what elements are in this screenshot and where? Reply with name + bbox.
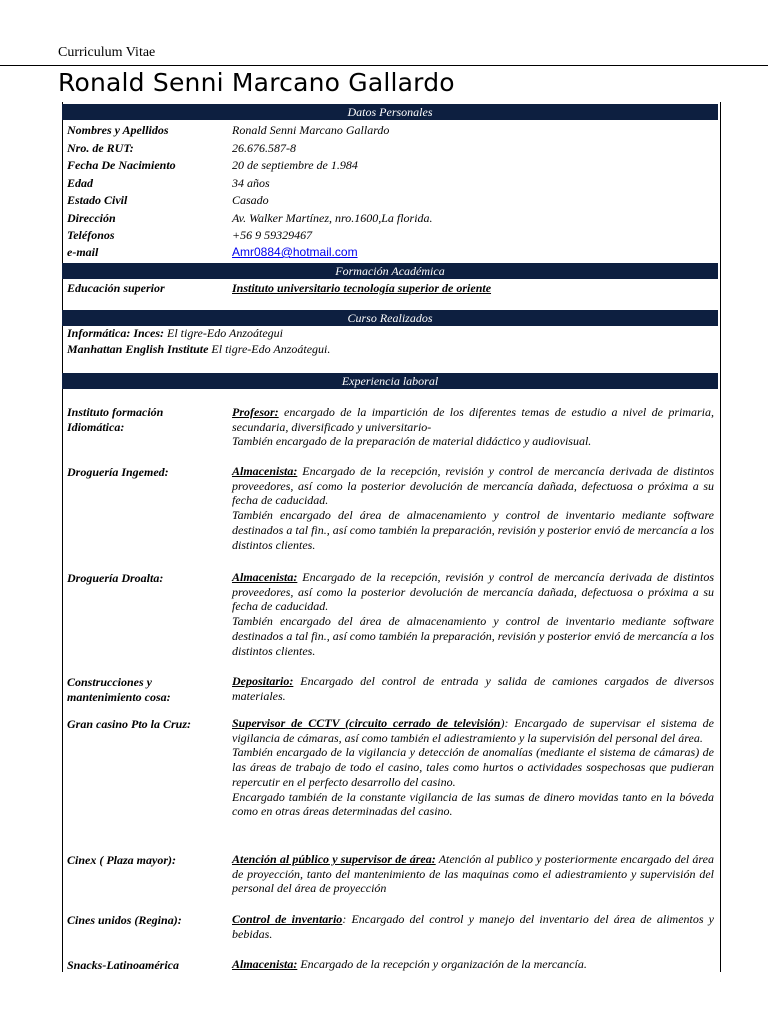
course-location: El tigre-Edo Anzoátegui. bbox=[208, 342, 331, 356]
company-line: Snacks-Latinoamérica bbox=[67, 958, 180, 972]
job-company bbox=[67, 405, 227, 435]
course-location: El tigre-Edo Anzoátegui bbox=[164, 326, 283, 340]
label-name: Nombres y Apellidos bbox=[67, 123, 169, 137]
job-company bbox=[67, 913, 227, 928]
job-role: Supervisor de CCTV (circuito cerrado de televisión bbox=[232, 716, 501, 730]
job-role: Almacenista: bbox=[232, 464, 298, 478]
cv-name-title: Ronald Senni Marcano Gallardo bbox=[58, 68, 455, 97]
job-role: Atención al público y supervisor de área: bbox=[232, 852, 436, 866]
job-text: Encargado de la recepción, revisión y control de mercancía derivada de distintos proveedores, así como la posterior devolución de mercancía dañada, defectuosa o próxima a su fecha de caducidad. bbox=[232, 464, 714, 508]
job-text: Encargado también de la constante vigilancia de las sumas de dinero movidas tanto en la bóveda como en otras áreas determinadas del casino. bbox=[232, 789, 714, 819]
value-civil-status: Casado bbox=[232, 193, 269, 207]
section-bar-personal: Datos Personales bbox=[62, 104, 718, 120]
job-description bbox=[232, 852, 714, 896]
document-label: Curriculum Vitae bbox=[58, 45, 156, 60]
label-rut: Nro. de RUT: bbox=[67, 141, 134, 155]
label-address: Dirección bbox=[67, 211, 116, 225]
course-name: Manhattan English Institute bbox=[67, 342, 209, 356]
value-institution: Instituto universitario tecnología superior de oriente bbox=[232, 281, 492, 295]
job-company bbox=[67, 675, 227, 705]
course-name: Informática: Inces: bbox=[67, 326, 164, 340]
job-description bbox=[232, 464, 714, 552]
job-text: También encargado del área de almacenamiento y control de inventario mediante software destinados a tal fin., así como también la preparación, revisión y posterior envió de mercancía a los distintos clientes. bbox=[232, 508, 714, 552]
job-description bbox=[232, 716, 714, 819]
course-item bbox=[67, 325, 283, 342]
course-item bbox=[67, 341, 330, 358]
company-line: Droguería Ingemed: bbox=[67, 465, 169, 479]
section-bar-courses: Curso Realizados bbox=[62, 310, 718, 326]
company-line: Instituto formación bbox=[67, 405, 164, 419]
value-birthdate: 20 de septiembre de 1.984 bbox=[232, 158, 358, 172]
job-company bbox=[67, 571, 227, 586]
company-line: Construcciones y bbox=[67, 675, 153, 689]
label-birthdate: Fecha De Nacimiento bbox=[67, 158, 176, 172]
label-phone: Teléfonos bbox=[67, 228, 115, 242]
job-text: encargado de la impartición de los diferentes temas de estudio a nivel de primaria, secundaria, diversificado y universitario- bbox=[232, 405, 714, 434]
job-description bbox=[232, 912, 714, 941]
job-text: Encargado de la recepción, revisión y control de mercancía derivada de distintos proveedores, así como la posterior devolución de mercancía dañada, defectuosa o próxima a su fecha de caducidad. bbox=[232, 570, 714, 614]
value-address: Av. Walker Martínez, nro.1600,La florida. bbox=[232, 211, 433, 225]
job-role: Almacenista: bbox=[232, 957, 298, 971]
label-higher-education: Educación superior bbox=[67, 281, 165, 295]
email-link[interactable]: Amr0884@hotmail.com bbox=[232, 245, 358, 259]
job-text: Atención al publico y posteriormente encargado del área de proyección, tanto del mantenimiento de las maquinas como el adiestramiento y supervisión del personal del área de proyección bbox=[232, 852, 714, 896]
company-line: Idiomática: bbox=[67, 420, 125, 434]
job-description bbox=[232, 674, 714, 703]
job-text: ): Encargado de supervisar el sistema de vigilancia de cámaras, así como también el adiestramiento y la supervisión del personal del área. bbox=[232, 716, 714, 745]
job-description bbox=[232, 570, 714, 658]
header-divider bbox=[0, 65, 768, 66]
job-text: Encargado de la recepción y organización de la mercancía. bbox=[297, 957, 587, 971]
job-company bbox=[67, 717, 227, 732]
job-text: También encargado de la vigilancia y detección de anomalías (mediante el sistema de cámaras) de las áreas de trabajo de todo el casino, tales como hurtos o actividades sospechosas que pudieran repercutir en el perfecto desarrollo del casino. bbox=[232, 745, 714, 789]
value-rut: 26.676.587-8 bbox=[232, 141, 296, 155]
value-name: Ronald Senni Marcano Gallardo bbox=[232, 123, 390, 137]
job-description bbox=[232, 405, 714, 449]
job-text: También encargado de la preparación de material didáctico y audiovisual. bbox=[232, 434, 592, 449]
company-line: Cinex ( Plaza mayor): bbox=[67, 853, 176, 867]
email-link-container bbox=[232, 244, 358, 261]
job-role: Almacenista: bbox=[232, 570, 298, 584]
job-company bbox=[67, 958, 227, 973]
company-line: mantenimiento cosa: bbox=[67, 690, 171, 704]
label-age: Edad bbox=[67, 176, 94, 190]
value-age: 34 años bbox=[232, 176, 270, 190]
job-text: Encargado del control de entrada y salida de camiones cargados de diversos materiales. bbox=[232, 674, 714, 703]
company-line: Droguería Droalta: bbox=[67, 571, 164, 585]
section-bar-experience: Experiencia laboral bbox=[62, 373, 718, 389]
value-phone: +56 9 59329467 bbox=[232, 228, 313, 242]
job-text: También encargado del área de almacenamiento y control de inventario mediante software destinados a tal fin., así como también la preparación, revisión y posterior envió de mercancía a los distintos clientes. bbox=[232, 614, 714, 658]
section-bar-academic: Formación Académica bbox=[62, 263, 718, 279]
label-civil-status: Estado Civil bbox=[67, 193, 128, 207]
job-description bbox=[232, 957, 714, 972]
job-text: : Encargado del control y manejo del inventario del área de alimentos y bebidas. bbox=[232, 912, 715, 941]
job-company bbox=[67, 465, 227, 480]
company-line: Cines unidos (Regina): bbox=[67, 913, 182, 927]
company-line: Gran casino Pto la Cruz: bbox=[67, 717, 192, 731]
job-company bbox=[67, 853, 227, 868]
label-email: e-mail bbox=[67, 245, 99, 259]
job-role: Profesor: bbox=[232, 405, 279, 419]
job-role: Control de inventario bbox=[232, 912, 343, 926]
job-role: Depositario: bbox=[232, 674, 294, 688]
